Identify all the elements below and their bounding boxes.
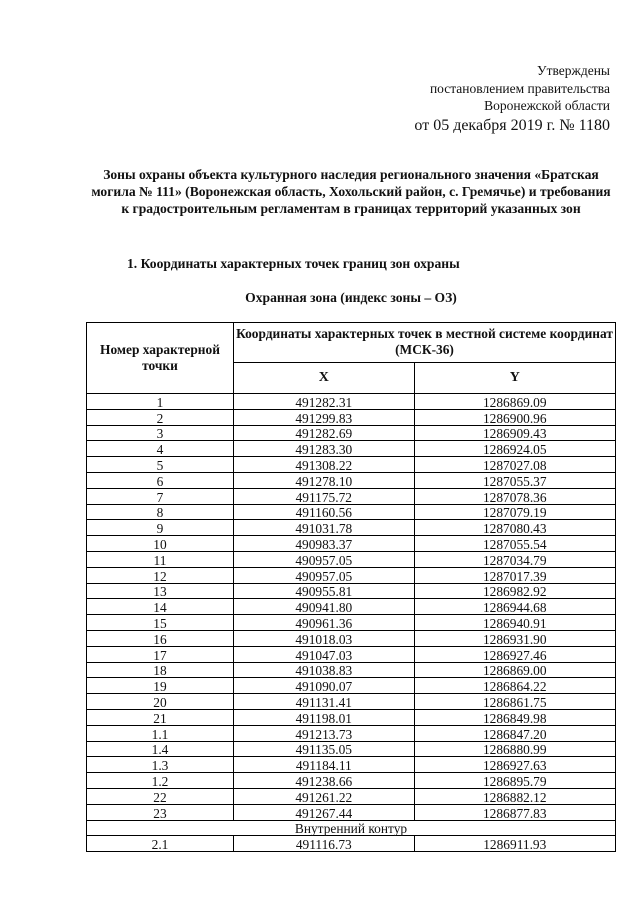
document-title: Зоны охраны объекта культурного наследия регионального значения «Братская могила № 111» (Воронежская область, Хохольский район, с. Гремячье) и требования к градостроительным регламентам в границах территорий указанных зон: [91, 167, 611, 216]
point-number-cell: 1: [87, 394, 234, 410]
x-coordinate-cell: 491175.72: [234, 488, 415, 504]
x-coordinate-cell: 490961.36: [234, 615, 415, 631]
table-row: [87, 567, 616, 583]
table-row: [87, 599, 616, 615]
point-number-cell: 3: [87, 425, 234, 441]
table-row: [87, 504, 616, 520]
x-coordinate-cell: 491261.22: [234, 788, 415, 804]
table-row: [87, 394, 616, 410]
point-number-cell: 17: [87, 646, 234, 662]
x-coordinate-cell: 491278.10: [234, 472, 415, 488]
x-coordinate-cell: 491282.31: [234, 394, 415, 410]
point-number-cell: 5: [87, 457, 234, 473]
table-row: [87, 709, 616, 725]
x-coordinate-cell: 491299.83: [234, 409, 415, 425]
y-coordinate-cell: 1286882.12: [414, 788, 615, 804]
y-coordinate-cell: 1286931.90: [414, 630, 615, 646]
x-coordinate-cell: 490957.05: [234, 551, 415, 567]
point-number-cell: 4: [87, 441, 234, 457]
point-number-cell: 18: [87, 662, 234, 678]
x-coordinate-cell: 491018.03: [234, 630, 415, 646]
x-coordinate-cell: 491213.73: [234, 725, 415, 741]
point-number-cell: 6: [87, 472, 234, 488]
point-number-cell: 1.1: [87, 725, 234, 741]
inner-contour-label: Внутренний контур: [87, 820, 616, 836]
table-body: [87, 394, 616, 852]
approval-line-decree: от 05 декабря 2019 г. № 1180: [414, 116, 610, 134]
y-coordinate-cell: 1287080.43: [414, 520, 615, 536]
header-point-number: Номер характерной точки: [87, 323, 234, 394]
approval-line-resolution: постановлением правительства: [429, 80, 610, 96]
y-coordinate-cell: 1286861.75: [414, 694, 615, 710]
x-coordinate-cell: 491308.22: [234, 457, 415, 473]
table-row: [87, 536, 616, 552]
approval-line-region: Воронежской области: [484, 98, 610, 113]
point-number-cell: 2.1: [87, 836, 234, 852]
y-coordinate-cell: 1286880.99: [414, 741, 615, 757]
y-coordinate-cell: 1286849.98: [414, 709, 615, 725]
y-coordinate-cell: 1286900.96: [414, 409, 615, 425]
table-row: [87, 725, 616, 741]
x-coordinate-cell: 491160.56: [234, 504, 415, 520]
x-coordinate-cell: 490983.37: [234, 536, 415, 552]
table-row: [87, 836, 616, 852]
y-coordinate-cell: 1286895.79: [414, 773, 615, 789]
y-coordinate-cell: 1286944.68: [414, 599, 615, 615]
x-coordinate-cell: 491267.44: [234, 804, 415, 820]
y-coordinate-cell: 1286864.22: [414, 678, 615, 694]
x-coordinate-cell: 490941.80: [234, 599, 415, 615]
table-row: [87, 488, 616, 504]
point-number-cell: 1.2: [87, 773, 234, 789]
point-number-cell: 12: [87, 567, 234, 583]
point-number-cell: 15: [87, 615, 234, 631]
point-number-cell: 11: [87, 551, 234, 567]
y-coordinate-cell: 1286847.20: [414, 725, 615, 741]
zone-caption: Охранная зона (индекс зоны – ОЗ): [245, 290, 457, 305]
y-coordinate-cell: 1286924.05: [414, 441, 615, 457]
table-row: [87, 520, 616, 536]
y-coordinate-cell: 1286877.83: [414, 804, 615, 820]
x-coordinate-cell: 491047.03: [234, 646, 415, 662]
x-coordinate-cell: 491283.30: [234, 441, 415, 457]
point-number-cell: 21: [87, 709, 234, 725]
x-coordinate-cell: 491282.69: [234, 425, 415, 441]
table-row: [87, 741, 616, 757]
table-row: [87, 615, 616, 631]
point-number-cell: 10: [87, 536, 234, 552]
point-number-cell: 8: [87, 504, 234, 520]
x-coordinate-cell: 491184.11: [234, 757, 415, 773]
x-coordinate-cell: 491090.07: [234, 678, 415, 694]
point-number-cell: 16: [87, 630, 234, 646]
y-coordinate-cell: 1287017.39: [414, 567, 615, 583]
section-heading: 1. Координаты характерных точек границ зон охраны: [127, 256, 460, 271]
point-number-cell: 20: [87, 694, 234, 710]
y-coordinate-cell: 1286982.92: [414, 583, 615, 599]
table-row: [87, 757, 616, 773]
point-number-cell: 1.3: [87, 757, 234, 773]
table-row: [87, 583, 616, 599]
y-coordinate-cell: 1286869.09: [414, 394, 615, 410]
y-coordinate-cell: 1286869.00: [414, 662, 615, 678]
approval-line-approved: Утверждены: [537, 63, 610, 78]
table-row: [87, 678, 616, 694]
x-coordinate-cell: 490957.05: [234, 567, 415, 583]
point-number-cell: 9: [87, 520, 234, 536]
table-row: [87, 630, 616, 646]
y-coordinate-cell: 1286909.43: [414, 425, 615, 441]
table-row: [87, 773, 616, 789]
table-row: [87, 694, 616, 710]
header-x: X: [234, 362, 415, 393]
table-row: [87, 788, 616, 804]
y-coordinate-cell: 1286927.46: [414, 646, 615, 662]
table-row: [87, 646, 616, 662]
x-coordinate-cell: 491238.66: [234, 773, 415, 789]
x-coordinate-cell: 491131.41: [234, 694, 415, 710]
x-coordinate-cell: 491031.78: [234, 520, 415, 536]
inner-contour-row: [87, 820, 616, 836]
header-y: Y: [414, 362, 615, 393]
x-coordinate-cell: 491135.05: [234, 741, 415, 757]
x-coordinate-cell: 491198.01: [234, 709, 415, 725]
point-number-cell: 13: [87, 583, 234, 599]
y-coordinate-cell: 1286940.91: [414, 615, 615, 631]
table-row: [87, 662, 616, 678]
y-coordinate-cell: 1287027.08: [414, 457, 615, 473]
point-number-cell: 2: [87, 409, 234, 425]
table-row: [87, 551, 616, 567]
point-number-cell: 23: [87, 804, 234, 820]
y-coordinate-cell: 1287079.19: [414, 504, 615, 520]
point-number-cell: 22: [87, 788, 234, 804]
point-number-cell: 19: [87, 678, 234, 694]
table-row: [87, 804, 616, 820]
table-row: [87, 457, 616, 473]
point-number-cell: 7: [87, 488, 234, 504]
point-number-cell: 14: [87, 599, 234, 615]
table-row: [87, 441, 616, 457]
y-coordinate-cell: 1287078.36: [414, 488, 615, 504]
approval-block: [414, 62, 610, 136]
y-coordinate-cell: 1286911.93: [414, 836, 615, 852]
x-coordinate-cell: 490955.81: [234, 583, 415, 599]
x-coordinate-cell: 491116.73: [234, 836, 415, 852]
table-row: [87, 409, 616, 425]
point-number-cell: 1.4: [87, 741, 234, 757]
header-coordinates: Координаты характерных точек в местной системе координат (МСК-36): [234, 323, 616, 363]
table-row: [87, 425, 616, 441]
coordinates-table: [86, 322, 616, 852]
y-coordinate-cell: 1287055.37: [414, 472, 615, 488]
y-coordinate-cell: 1287055.54: [414, 536, 615, 552]
y-coordinate-cell: 1286927.63: [414, 757, 615, 773]
table-row: [87, 472, 616, 488]
x-coordinate-cell: 491038.83: [234, 662, 415, 678]
y-coordinate-cell: 1287034.79: [414, 551, 615, 567]
